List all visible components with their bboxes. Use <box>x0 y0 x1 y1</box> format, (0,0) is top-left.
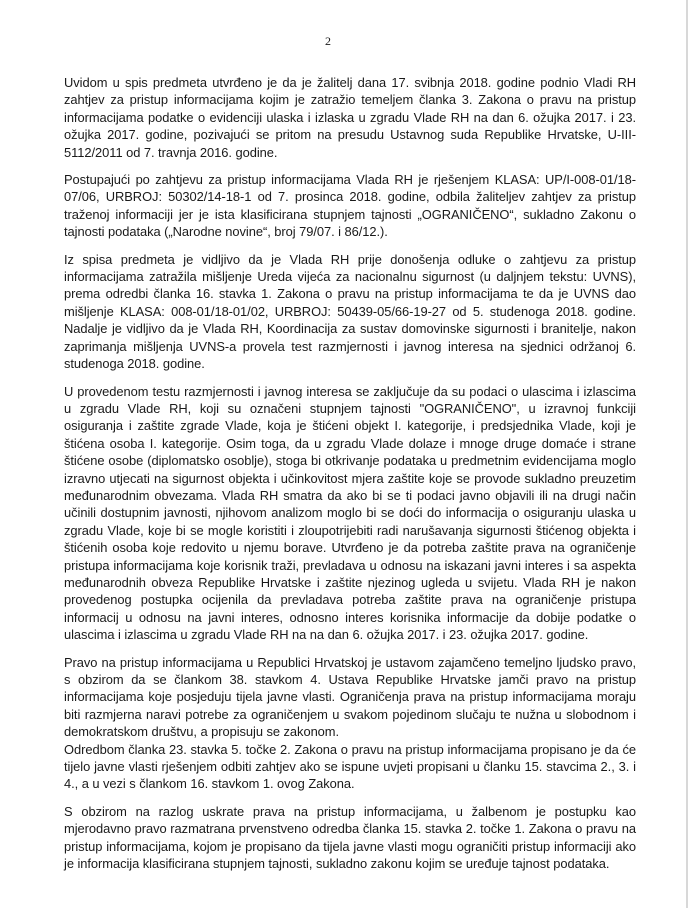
paragraph-decision: Postupajući po zahtjevu za pristup informacijama Vlada RH je rješenjem KLASA: UP/I-008-01/18-07/06, URBROJ: 50302/14-18-1 od 7. prosinca 2018. godine, odbila žaliteljev zahtjev za pristup traženoj informaciji jer je ista klasificirana stupnjem tajnosti „OGRANIČENO“, sukladno Zakonu o tajnosti podataka („Narodne novine“, broj 79/07. i 86/12.). <box>64 172 636 240</box>
document-body <box>64 74 636 882</box>
paragraph-constitutional-right: Pravo na pristup informacijama u Republici Hrvatskoj je ustavom zajamčeno temeljno ljudsko pravo, s obzirom da se člankom 38. stavkom 4. Ustava Republike Hrvatske jamči pravo na pristup informacijama koje posjeduju tijela javne vlasti. Ograničenja prava na pristup informacijama moraju biti razmjerna naravi potrebe za ograničenjem u svakom pojedinom slučaju te nužna u slobodnom i demokratskom društvu, a propisuju se zakonom. <box>64 654 636 740</box>
paragraph-uvns-opinion: Iz spisa predmeta je vidljivo da je Vlada RH prije donošenja odluke o zahtjevu za pristup informacijama zatražila mišljenje Ureda vijeća za nacionalnu sigurnost (u daljnjem tekstu: UVNS), prema odredbi članka 16. stavka 1. Zakona o pravu na pristup informacijama te da je UVNS dao mišljenje KLASA: 008-01/18-01/02, URBROJ: 50439-05/66-19-27 od 5. studenoga 2018. godine. Nadalje je vidljivo da je Vlada RH, Koordinacija za sustav domovinske sigurnosti i branitelje, nakon zaprimanja mišljenja UVNS-a provela test razmjernosti i javnog interesa na sjednici održanoj 6. studenoga 2018. godine. <box>64 251 636 372</box>
page-number: 2 <box>325 34 331 48</box>
paragraph-article-23: Odredbom članka 23. stavka 5. točke 2. Zakona o pravu na pristup informacijama propisano je da će tijelo javne vlasti rješenjem odbiti zahtjev ako se ispune uvjeti propisani u članku 15. stavcima 2., 3. i 4., a u vezi s člankom 16. stavkom 1. ovog Zakona. <box>64 741 636 792</box>
paragraph-proportionality-test: U provedenom testu razmjernosti i javnog interesa se zaključuje da su podaci o ulascima i izlascima u zgradu Vlade RH, koji su označeni stupnjem tajnosti "OGRANIČENO", u izravnoj funkciji osiguranja i zaštite zgrade Vlade, koja je štićeni objekt I. kategorije, i predsjednika Vlade, koji je štićena osoba I. kategorije. Osim toga, da u zgradu Vlade dolaze i mnoge druge domaće i strane štićene osobe (diplomatsko osoblje), stoga bi otkrivanje podataka u predmetnim evidencijama moglo izravno utjecati na sigurnost objekta i učinkovitost mjera zaštite koje se provode sukladno preuzetim međunarodnim obvezama. Vlada RH smatra da ako bi se ti podaci javno objavili ili na drugi način učinili dostupnim javnosti, njihovom analizom moglo bi se doći do informacija o osiguranju ulaska u zgradu Vlade, koje bi se mogle koristiti i zloupotrijebiti radi narušavanja sigurnosti štićenog objekta i štićenih osoba koje redovito u njemu borave. Utvrđeno je da potreba zaštite prava na ograničenje pristupa informacijama koje korisnik traži, prevladava u odnosu na iskazani javni interes i sa aspekta međunarodnih obveza Republike Hrvatske i zaštite njezinog ugleda u svijetu. Vlada RH je nakon provedenog postupka ocijenila da prevladava potreba zaštite prava na ograničenje pristupa informacij u odnosu na javni interes, odnosno interes korisnika informacije da dobije podatke o ulascima i izlascima u zgradu Vlade RH na na dan 6. ožujka 2017. i 23. ožujka 2017. godine. <box>64 383 636 643</box>
paragraph-request: Uvidom u spis predmeta utvrđeno je da je žalitelj dana 17. svibnja 2018. godine podnio Vladi RH zahtjev za pristup informacijama kojim je zatražio temeljem članka 3. Zakona o pravu na pristup informacijama podatke o evidenciji ulaska i izlaska u zgradu Vlade RH na dan 6. ožujka 2017. i 23. ožujka 2017. godine, pozivajući se pritom na presudu Ustavnog suda Republike Hrvatske, U-III-5112/2011 od 7. travnja 2016. godine. <box>64 75 636 160</box>
paragraph-article-15: S obzirom na razlog uskrate prava na pristup informacijama, u žalbenom je postupku kao mjerodavno pravo razmatrana prvenstveno odredba članka 15. stavka 2. točke 1. Zakona o pravu na pristup informacijama, kojom je propisano da tijela javne vlasti mogu ograničiti pristup informaciji ako je informacija klasificirana stupnjem tajnosti, sukladno zakonu kojim se uređuje tajnost podataka. <box>64 803 636 872</box>
